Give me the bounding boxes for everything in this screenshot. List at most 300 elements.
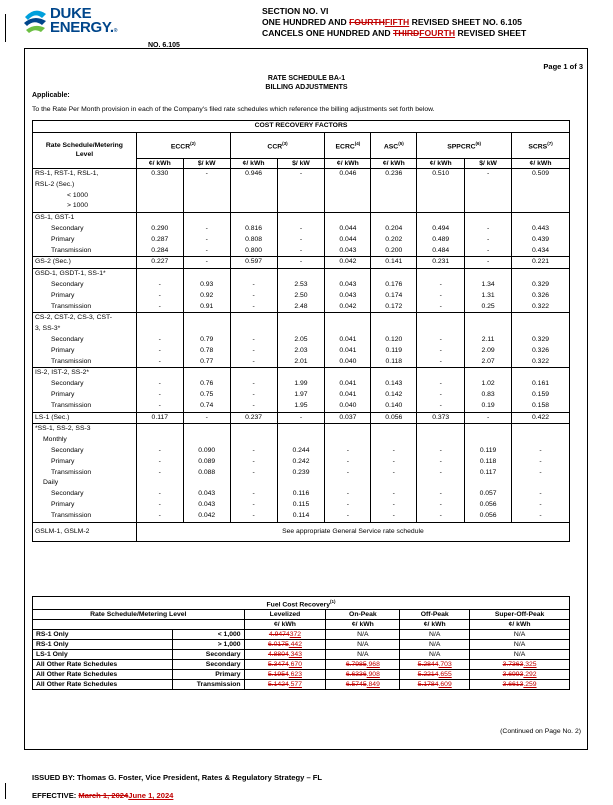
crf-cell: 1.02: [465, 379, 512, 390]
duke-energy-logo: [22, 6, 132, 46]
crf-row: [33, 291, 570, 302]
crf-cell: [230, 478, 277, 489]
crf-cell: -: [136, 357, 183, 368]
fcr-cell: [470, 660, 570, 670]
crf-cell: 0.172: [371, 302, 417, 313]
crf-cell: [465, 324, 512, 335]
cancels-line: [262, 28, 526, 39]
crf-row: [33, 257, 570, 269]
crf-cell: 0.141: [371, 257, 417, 269]
crf-cell: 0.287: [136, 235, 183, 246]
fcr-row: [33, 680, 570, 690]
crf-cell: 0.056: [465, 511, 512, 522]
crf-cell: 0.19: [465, 401, 512, 412]
crf-cell: [230, 269, 277, 280]
crf-row: [33, 269, 570, 280]
crf-cell: 0.043: [325, 291, 371, 302]
crf-cell: -: [512, 468, 570, 479]
crf-row: [33, 246, 570, 257]
crf-row-label: LS-1 (Sec.): [33, 412, 137, 424]
fcr-value-inserted: .292: [523, 671, 537, 679]
crf-cell: 0.119: [465, 446, 512, 457]
crf-cell: -: [371, 489, 417, 500]
crf-col-scrs: [512, 132, 570, 158]
crf-row-label: Transmission: [33, 468, 137, 479]
crf-cell: 0.25: [465, 302, 512, 313]
crf-cell: [417, 478, 465, 489]
crf-col-sup: (2): [190, 140, 196, 146]
fcr-value-inserted: .577: [288, 681, 302, 689]
crf-cell: [325, 191, 371, 202]
fcr-cell: [326, 680, 400, 690]
crf-cell: 0.509: [512, 169, 570, 180]
crf-cell: 0.159: [512, 390, 570, 401]
fcr-unit-blank: [33, 620, 245, 630]
crf-cell: [183, 435, 230, 446]
fcr-row: [33, 650, 570, 660]
fcr-schedule: LS-1 Only: [33, 650, 173, 660]
crf-cell: [371, 313, 417, 324]
crf-cell: -: [183, 169, 230, 180]
crf-row-label: Primary: [33, 346, 137, 357]
crf-cell: 0.242: [277, 457, 325, 468]
fcr-value: N/A: [429, 631, 441, 639]
crf-cell: -: [325, 446, 371, 457]
crf-cell: -: [136, 302, 183, 313]
crf-cell: 0.120: [371, 335, 417, 346]
fcr-value-inserted: .325: [523, 661, 537, 669]
fcr-row: [33, 630, 570, 640]
crf-cell: -: [417, 379, 465, 390]
crf-cell: [183, 180, 230, 191]
crf-cell: [136, 478, 183, 489]
crf-cell: 0.040: [325, 401, 371, 412]
crf-cell: [277, 313, 325, 324]
crf-cell: 2.48: [277, 302, 325, 313]
crf-row: [33, 424, 570, 435]
logo-line2: ENERGY.: [50, 19, 114, 36]
crf-cell: -: [417, 457, 465, 468]
crf-cell: [277, 478, 325, 489]
crf-row-label: Transmission: [33, 246, 137, 257]
crf-cell: 0.946: [230, 169, 277, 180]
crf-cell: 0.115: [277, 500, 325, 511]
crf-col-sup: (6): [475, 140, 482, 146]
crf-cell: 2.09: [465, 346, 512, 357]
crf-cell: 0.204: [371, 224, 417, 235]
crf-cell: [325, 324, 371, 335]
crf-cell: -: [465, 235, 512, 246]
crf-unit: ¢/ kWh: [230, 159, 277, 169]
crf-cell: 0.041: [325, 335, 371, 346]
change-bar-bottom: [5, 783, 6, 799]
crf-row: [33, 346, 570, 357]
crf-cell: [325, 269, 371, 280]
crf-cell: [277, 213, 325, 224]
crf-col-label: ECCR: [170, 143, 191, 151]
sheet-line: [262, 17, 526, 28]
crf-row-label: Primary: [33, 457, 137, 468]
sheet-header: [262, 6, 526, 39]
cost-recovery-factors-table: [32, 120, 570, 542]
crf-cell: 2.50: [277, 291, 325, 302]
crf-cell: [371, 269, 417, 280]
crf-cell: [325, 478, 371, 489]
cancels-line-pre: CANCELS ONE HUNDRED AND: [262, 28, 393, 38]
crf-cell: -: [277, 257, 325, 269]
fcr-level: Primary: [172, 670, 244, 680]
crf-cell: 0.174: [371, 291, 417, 302]
fcr-value-deleted: 3.6613: [502, 681, 524, 689]
crf-cell: 0.326: [512, 346, 570, 357]
fcr-value-inserted: .655: [438, 671, 452, 679]
crf-cell: [136, 191, 183, 202]
crf-cell: 0.043: [183, 489, 230, 500]
crf-cell: [325, 213, 371, 224]
crf-cell: 0.77: [183, 357, 230, 368]
fcr-cell: [244, 630, 326, 640]
crf-cell: -: [136, 446, 183, 457]
crf-row-label: Secondary: [33, 446, 137, 457]
crf-cell: [512, 191, 570, 202]
crf-cell: [512, 269, 570, 280]
fcr-cell: [400, 640, 470, 650]
fcr-cell: [400, 680, 470, 690]
crf-cell: 2.11: [465, 335, 512, 346]
fcr-col-levelized: Levelized: [244, 610, 326, 620]
effective-deleted: March 1, 2024: [78, 791, 129, 800]
crf-cell: 0.118: [371, 357, 417, 368]
crf-cell: [465, 435, 512, 446]
crf-cell: -: [465, 169, 512, 180]
crf-cell: [371, 201, 417, 212]
crf-cell: -: [136, 500, 183, 511]
crf-row: [33, 435, 570, 446]
fcr-schedule: All Other Rate Schedules: [33, 680, 173, 690]
crf-row: [33, 324, 570, 335]
cancels-line-post: REVISED SHEET: [455, 28, 527, 38]
crf-cell: 0.597: [230, 257, 277, 269]
crf-row: [33, 313, 570, 324]
crf-cell: 0.142: [371, 390, 417, 401]
fcr-level: < 1,000: [172, 630, 244, 640]
crf-cell: -: [417, 500, 465, 511]
logo-line1: DUKE: [50, 5, 92, 22]
crf-cell: -: [417, 280, 465, 291]
crf-row: [33, 390, 570, 401]
crf-cell: -: [230, 357, 277, 368]
crf-cell: 0.056: [371, 412, 417, 424]
crf-row-label: Transmission: [33, 401, 137, 412]
crf-col-asc: [371, 132, 417, 158]
fcr-value-deleted: 3.7363: [502, 661, 524, 669]
fcr-value-inserted: .623: [288, 671, 302, 679]
fcr-value-deleted: 5.1954: [267, 671, 289, 679]
crf-cell: -: [136, 335, 183, 346]
crf-cell: [371, 424, 417, 435]
crf-row: [33, 180, 570, 191]
crf-cell: 0.046: [325, 169, 371, 180]
fcr-value-deleted: 4.9474: [268, 631, 290, 639]
crf-cell: [325, 313, 371, 324]
crf-cell: [465, 213, 512, 224]
crf-cell: -: [512, 500, 570, 511]
crf-row: [33, 379, 570, 390]
fcr-value-inserted: .968: [366, 661, 380, 669]
crf-cell: 0.057: [465, 489, 512, 500]
crf-cell: 0.117: [465, 468, 512, 479]
crf-cell: 0.83: [465, 390, 512, 401]
crf-cell: [277, 201, 325, 212]
crf-cell: [183, 269, 230, 280]
fcr-value: N/A: [357, 631, 369, 639]
crf-cell: [325, 180, 371, 191]
crf-cell: [136, 201, 183, 212]
crf-cell: 0.041: [325, 390, 371, 401]
fcr-cell: [244, 640, 326, 650]
crf-cell: [465, 478, 512, 489]
crf-cell: 0.042: [325, 302, 371, 313]
crf-cell: [277, 269, 325, 280]
crf-cell: [230, 201, 277, 212]
crf-row: [33, 191, 570, 202]
crf-row-label: *SS-1, SS-2, SS-3: [33, 424, 137, 435]
fcr-row: [33, 640, 570, 650]
crf-cell: -: [230, 346, 277, 357]
fcr-level: > 1,000: [172, 640, 244, 650]
effective-date: [32, 791, 173, 800]
crf-unit: ¢/ kWh: [512, 159, 570, 169]
crf-row-label: GSD-1, GSDT-1, SS-1*: [33, 269, 137, 280]
sheet-line-inserted: FIFTH: [384, 17, 410, 27]
crf-col-sup: (7): [547, 140, 553, 146]
crf-cell: -: [417, 357, 465, 368]
cancels-line-deleted: THIRD: [392, 28, 420, 38]
fcr-value-deleted: 5.3474: [267, 661, 289, 669]
fcr-schedule: All Other Rate Schedules: [33, 660, 173, 670]
fcr-cell: [400, 650, 470, 660]
crf-col-label: ECRC: [335, 143, 355, 151]
fuel-cost-recovery-table: [32, 596, 570, 690]
sheet-number: NO. 6.105: [148, 42, 180, 49]
crf-cell: -: [371, 511, 417, 522]
crf-cell: -: [277, 235, 325, 246]
fcr-cell: [470, 670, 570, 680]
crf-cell: -: [230, 489, 277, 500]
crf-cell: [371, 478, 417, 489]
crf-cell: [512, 201, 570, 212]
crf-cell: 0.041: [325, 379, 371, 390]
crf-cell: [325, 424, 371, 435]
crf-cell: 0.434: [512, 246, 570, 257]
crf-cell: 0.140: [371, 401, 417, 412]
crf-cell: -: [230, 446, 277, 457]
crf-cell: [371, 191, 417, 202]
crf-cell: 0.329: [512, 335, 570, 346]
fcr-col-super-off-peak: Super-Off-Peak: [470, 610, 570, 620]
crf-cell: [512, 213, 570, 224]
crf-cell: [512, 324, 570, 335]
gslm-text: See appropriate General Service rate schedule: [136, 522, 569, 541]
sheet-line-pre: ONE HUNDRED AND: [262, 17, 350, 27]
crf-cell: -: [230, 302, 277, 313]
crf-cell: 0.088: [183, 468, 230, 479]
fcr-cell: [470, 680, 570, 690]
crf-row: [33, 368, 570, 379]
crf-cell: [371, 213, 417, 224]
crf-unit: ¢/ kWh: [417, 159, 465, 169]
crf-cell: 0.090: [183, 446, 230, 457]
crf-cell: 0.816: [230, 224, 277, 235]
crf-cell: -: [512, 457, 570, 468]
crf-cell: 0.042: [325, 257, 371, 269]
fcr-cell: [244, 660, 326, 670]
crf-cell: 0.200: [371, 246, 417, 257]
crf-cell: [136, 180, 183, 191]
crf-cell: 0.118: [465, 457, 512, 468]
crf-cell: [325, 368, 371, 379]
crf-cell: 0.79: [183, 335, 230, 346]
crf-cell: [417, 313, 465, 324]
crf-cell: -: [417, 401, 465, 412]
crf-cell: [277, 191, 325, 202]
crf-cell: 0.373: [417, 412, 465, 424]
fcr-col1: Rate Schedule/Metering Level: [33, 610, 245, 620]
crf-cell: 0.044: [325, 235, 371, 246]
crf-cell: [277, 435, 325, 446]
crf-row: [33, 280, 570, 291]
title-line2: BILLING ADJUSTMENTS: [265, 83, 348, 91]
crf-col-ccr: [230, 132, 325, 158]
crf-cell: [277, 180, 325, 191]
crf-cell: -: [183, 246, 230, 257]
crf-cell: [417, 269, 465, 280]
crf-cell: -: [136, 468, 183, 479]
crf-cell: 0.176: [371, 280, 417, 291]
crf-col-rate: Rate Schedule/Metering Level: [33, 132, 137, 168]
fcr-value-inserted: .609: [438, 681, 452, 689]
crf-cell: -: [136, 379, 183, 390]
crf-cell: [371, 324, 417, 335]
crf-row: [33, 201, 570, 212]
crf-cell: -: [136, 280, 183, 291]
crf-cell: -: [417, 446, 465, 457]
rate-schedule-title: [0, 75, 613, 92]
crf-cell: -: [417, 511, 465, 522]
crf-cell: -: [325, 468, 371, 479]
crf-row: [33, 335, 570, 346]
crf-cell: -: [371, 446, 417, 457]
crf-cell: [417, 435, 465, 446]
crf-cell: [512, 435, 570, 446]
page-label: Page 1 of 3: [543, 62, 583, 71]
fcr-title: [33, 597, 570, 610]
crf-unit: $/ kW: [277, 159, 325, 169]
crf-cell: 0.439: [512, 235, 570, 246]
crf-cell: 2.03: [277, 346, 325, 357]
crf-cell: -: [325, 511, 371, 522]
crf-row: [33, 213, 570, 224]
crf-cell: 1.95: [277, 401, 325, 412]
crf-row: [33, 511, 570, 522]
crf-cell: 0.143: [371, 379, 417, 390]
fcr-cell: [244, 650, 326, 660]
fcr-title-text: Fuel Cost Recovery: [266, 601, 330, 609]
fcr-cell: [470, 640, 570, 650]
crf-cell: -: [512, 446, 570, 457]
crf-row: [33, 489, 570, 500]
fcr-row: [33, 660, 570, 670]
crf-cell: [465, 191, 512, 202]
crf-row-label: Transmission: [33, 357, 137, 368]
crf-cell: [230, 313, 277, 324]
crf-cell: -: [512, 511, 570, 522]
crf-cell: 0.043: [325, 280, 371, 291]
crf-cell: [325, 435, 371, 446]
crf-col-label: CCR: [267, 143, 283, 151]
crf-cell: 0.484: [417, 246, 465, 257]
crf-row-label: Transmission: [33, 511, 137, 522]
crf-col-sup: (5): [398, 140, 404, 146]
crf-cell: [465, 424, 512, 435]
crf-row: [33, 235, 570, 246]
crf-cell: [371, 435, 417, 446]
crf-cell: -: [183, 224, 230, 235]
crf-row: [33, 357, 570, 368]
fcr-value: N/A: [357, 641, 369, 649]
fcr-cell: [400, 670, 470, 680]
fcr-cell: [326, 640, 400, 650]
crf-row-label: Secondary: [33, 280, 137, 291]
crf-row-label: GS-2 (Sec.): [33, 257, 137, 269]
fcr-unit: ¢/ kWh: [244, 620, 326, 630]
crf-cell: [136, 424, 183, 435]
crf-row: [33, 224, 570, 235]
crf-cell: -: [136, 401, 183, 412]
crf-cell: [417, 368, 465, 379]
crf-cell: [230, 191, 277, 202]
crf-cell: 0.221: [512, 257, 570, 269]
crf-cell: -: [325, 489, 371, 500]
crf-cell: [136, 313, 183, 324]
fcr-value: N/A: [513, 631, 526, 639]
crf-col-ecrc: [325, 132, 371, 158]
crf-cell: -: [183, 257, 230, 269]
crf-cell: 0.800: [230, 246, 277, 257]
crf-cell: [183, 191, 230, 202]
crf-cell: 0.76: [183, 379, 230, 390]
crf-cell: [512, 368, 570, 379]
fcr-value-inserted: .908: [366, 671, 380, 679]
crf-cell: [136, 435, 183, 446]
fcr-level: Secondary: [172, 660, 244, 670]
crf-cell: [417, 180, 465, 191]
crf-cell: [277, 424, 325, 435]
crf-cell: [512, 180, 570, 191]
crf-row-label: > 1000: [33, 201, 137, 212]
gslm-label: GSLM-1, GSLM-2: [33, 522, 137, 541]
crf-cell: 0.041: [325, 346, 371, 357]
crf-cell: [230, 213, 277, 224]
crf-cell: -: [417, 468, 465, 479]
fcr-value-deleted: 4.8804: [267, 651, 289, 659]
change-bar: [5, 14, 6, 42]
crf-cell: [417, 191, 465, 202]
crf-cell: 0.91: [183, 302, 230, 313]
crf-row-label: Secondary: [33, 335, 137, 346]
fcr-col-off-peak: Off-Peak: [400, 610, 470, 620]
fcr-value: N/A: [429, 651, 441, 659]
